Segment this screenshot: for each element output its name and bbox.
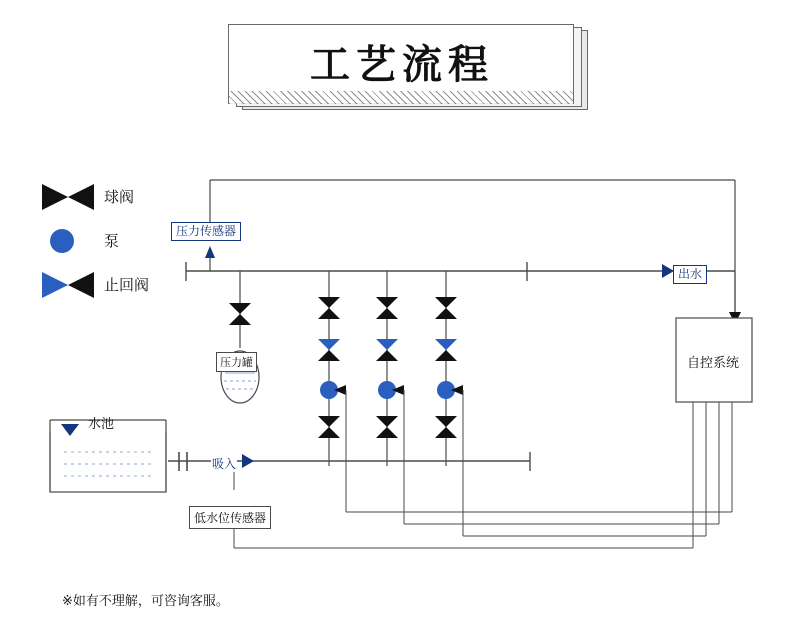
suction-flow-arrow-icon [242,454,254,468]
valve-b2-top-lower-icon [376,308,398,319]
valve-b3-bottom-lower-icon [435,427,457,438]
control-system-label: 自控系统 [687,356,740,371]
legend-label-pump: 泵 [104,232,120,250]
pressure-sensor-label: 压力传感器 [171,222,241,241]
check-valve-b3-lower-icon [435,350,457,361]
page-title: 工艺流程 [310,42,494,88]
valve-b1-bottom-lower-icon [318,427,340,438]
pressure-tank-label: 压力罐 [216,352,257,372]
valve-b2-bottom-upper-icon [376,416,398,427]
check-valve-b2-upper-icon [376,339,398,350]
valve-b1-bottom-upper-icon [318,416,340,427]
water-pool-label: 水池 [88,417,115,432]
valve-b3-bottom-upper-icon [435,416,457,427]
legend-label-check-valve: 止回阀 [104,276,150,294]
valve-b1-top-upper-icon [318,297,340,308]
pressure-sensor-arrow-icon [205,246,215,258]
check-valve-b1-upper-icon [318,339,340,350]
check-valve-b3-upper-icon [435,339,457,350]
suction-label: 吸入 [212,457,237,471]
valve-b3-top-upper-icon [435,297,457,308]
check-valve-b2-lower-icon [376,350,398,361]
valve-b3-top-lower-icon [435,308,457,319]
valve-b2-top-upper-icon [376,297,398,308]
check-valve-b1-lower-icon [318,350,340,361]
valve-tank-lower-icon [229,314,251,325]
outlet-label: 出水 [673,265,707,284]
legend-label-ball-valve: 球阀 [104,188,135,206]
valve-b2-bottom-lower-icon [376,427,398,438]
valve-tank-upper-icon [229,303,251,314]
valve-b1-top-lower-icon [318,308,340,319]
footnote: ※如有不理解，可咨询客服。 [62,594,229,609]
water-pool-basin [50,432,166,492]
low-water-sensor-label: 低水位传感器 [189,506,271,529]
